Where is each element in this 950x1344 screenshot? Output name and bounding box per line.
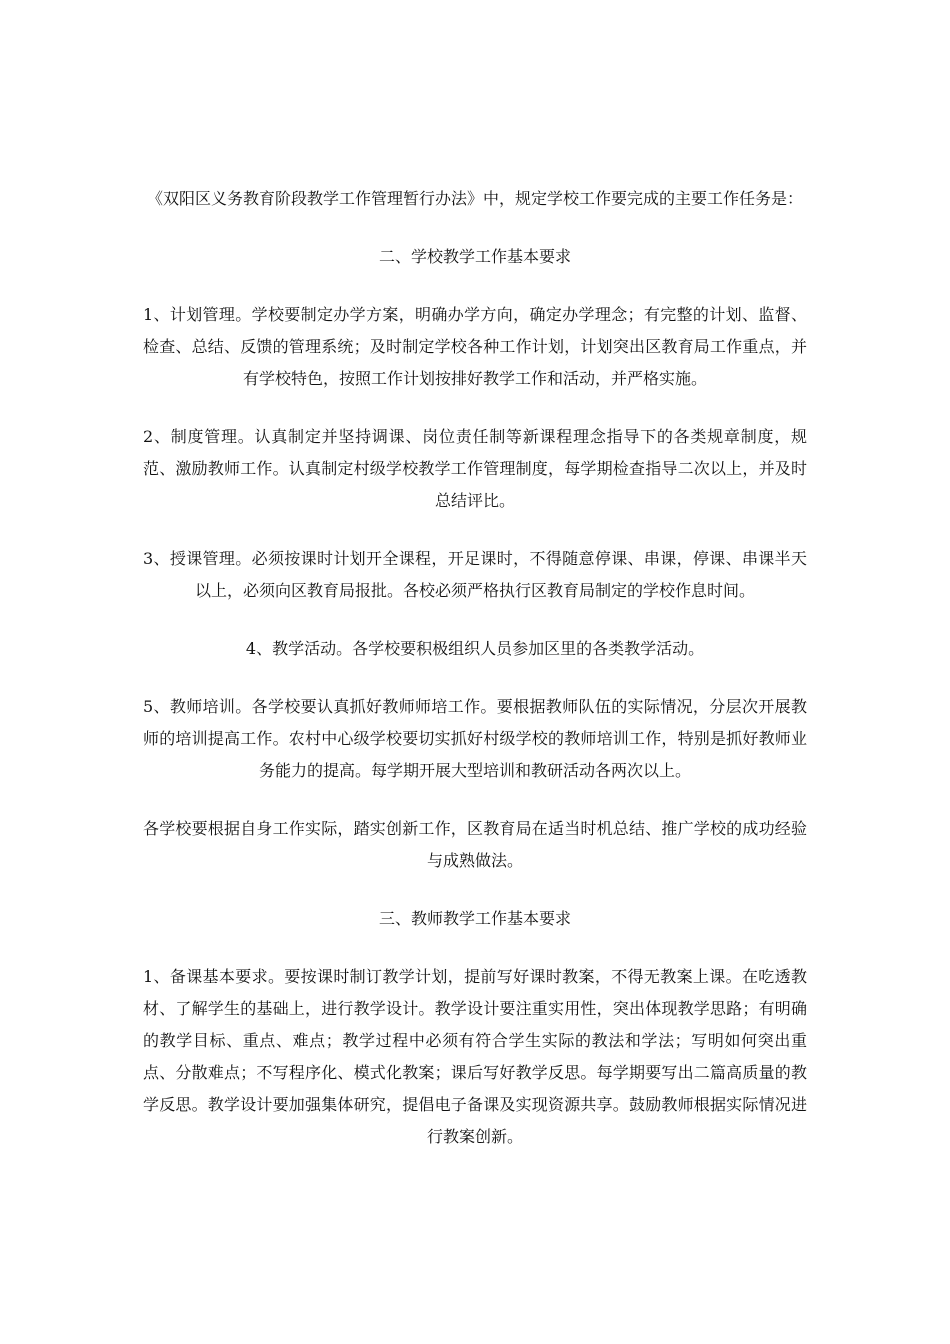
spacer [143,787,807,813]
section-3-heading: 三、教师教学工作基本要求 [378,909,571,928]
intro-paragraph: 《双阳区义务教育阶段教学工作管理暂行办法》中，规定学校工作要完成的主要工作任务是： [146,189,803,208]
document-page [143,183,807,1153]
spacer [143,215,807,241]
spacer [143,607,807,633]
section-2-item-5: 5、教师培训。各学校要认真抓好教师师培工作。要根据教师队伍的实际情况，分层次开展教师的培训提高工作。农村中心级学校要切实抓好村级学校的教师培训工作，特别是抓好教师业务能力的提高。每学期开展大型培训和教研活动各两次以上。 [143,697,807,780]
section-2-closing: 各学校要根据自身工作实际，踏实创新工作，区教育局在适当时机总结、推广学校的成功经验与成熟做法。 [143,819,807,870]
section-2-item-2: 2、制度管理。认真制定并坚持调课、岗位责任制等新课程理念指导下的各类规章制度，规范、激励教师工作。认真制定村级学校教学工作管理制度，每学期检查指导二次以上，并及时总结评比。 [143,427,807,510]
section-2-item-1: 1、计划管理。学校要制定办学方案，明确办学方向，确定办学理念；有完整的计划、监督、检查、总结、反馈的管理系统；及时制定学校各种工作计划，计划突出区教育局工作重点，并有学校特色，按照工作计划按排好教学工作和活动，并严格实施。 [143,305,807,388]
spacer [143,517,807,543]
section-2-heading: 二、学校教学工作基本要求 [378,247,571,266]
spacer [143,877,807,903]
spacer [143,395,807,421]
section-2-item-4: 4、教学活动。各学校要积极组织人员参加区里的各类教学活动。 [245,639,705,658]
spacer [143,935,807,961]
spacer [143,273,807,299]
spacer [143,665,807,691]
section-2-item-3: 3、授课管理。必须按课时计划开全课程，开足课时，不得随意停课、串课，停课、串课半天以上，必须向区教育局报批。各校必须严格执行区教育局制定的学校作息时间。 [143,549,807,600]
section-3-item-1: 1、备课基本要求。要按课时制订教学计划，提前写好课时教案，不得无教案上课。在吃透教材、了解学生的基础上，进行教学设计。教学设计要注重实用性，突出体现教学思路；有明确的教学目标、重点、难点；教学过程中必须有符合学生实际的教法和学法；写明如何突出重点、分散难点；不写程序化、模式化教案；课后写好教学反思。每学期要写出二篇高质量的教学反思。教学设计要加强集体研究，提倡电子备课及实现资源共享。鼓励教师根据实际情况进行教案创新。 [143,967,807,1146]
